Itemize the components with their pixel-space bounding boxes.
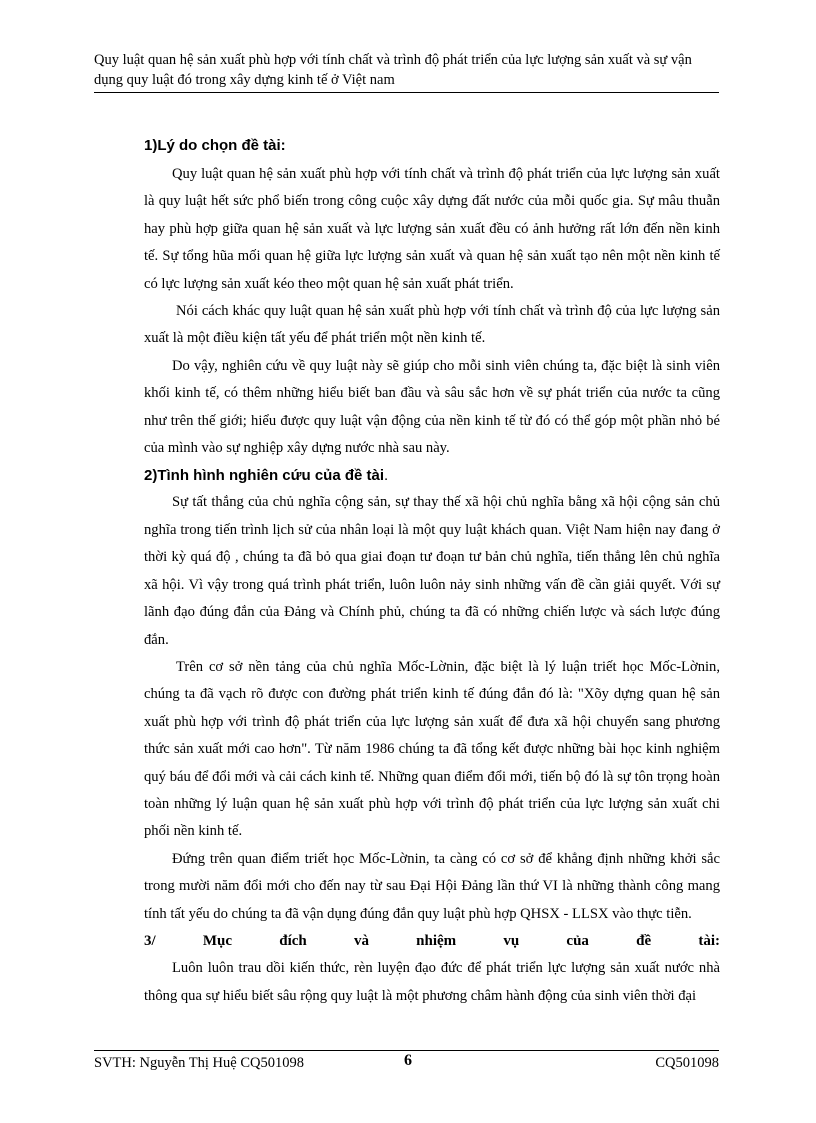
page-number: 6 [404, 1052, 412, 1069]
header-title: Quy luật quan hệ sản xuất phù hợp với tính chất và trình độ phát triển của lực lượng sản xuất và sự vận dụng quy luật đó trong xây dựng kinh tế ở Việt nam [94, 52, 692, 88]
paragraph: Nói cách khác quy luật quan hệ sản xuất phù hợp với tính chất và trình độ của lực lượng sản xuất là một điều kiện tất yếu để phát triển một nền kinh tế. [144, 303, 720, 347]
section-heading-2-period: . [384, 467, 389, 485]
paragraph: Đứng trên quan điểm triết học Mốc-Lờnin, ta càng có cơ sở để khẳng định những khởi sắc trong mười năm đổi mới cho đến nay từ sau Đại Hội Đảng lần thứ VI là những thành công mang tính tất yếu do chúng ta đã vận dụng đúng đắn quy luật phù hợp QHSX - LLSX vào thực tiễn. [144, 850, 720, 922]
footer-divider [94, 1050, 719, 1051]
section-heading-2-text: 2)Tình hình nghiên cứu của đề tài [144, 467, 385, 485]
paragraph: Trên cơ sở nền tảng của chủ nghĩa Mốc-Lờnin, đặc biệt là lý luận triết học Mốc-Lờnin, chúng ta đã vạch rõ được con đường phát triển kinh tế đúng đắn đó là: "Xõy dựng quan hệ sản xuất phù hợp với trình độ phát triển của lực lượng sản xuất để đưa xã hội chuyển sang phương thức sản xuất mới cao hơn". Từ năm 1986 chúng ta đã tổng kết được những bài học kinh nghiệm quý báu để đổi mới và cải cách kinh tế. Những quan điểm đổi mới, tiến bộ đó là sự tôn trọng hoàn toàn những lý luận quan hệ sản xuất phù hợp với trình độ phát triển của lực lượng sản xuất chi phối nền kinh tế. [144, 658, 720, 840]
section-heading-1: 1)Lý do chọn đề tài: [144, 137, 286, 154]
paragraph: Luôn luôn trau dồi kiến thức, rèn luyện đạo đức để phát triển lực lượng sản xuất nước nhà thông qua sự hiểu biết sâu rộng quy luật là một phương châm hành động của sinh viên thời đại [144, 960, 720, 1004]
footer-code: CQ501098 [655, 1055, 719, 1071]
document-body [144, 132, 720, 1010]
footer-author: SVTH: Nguyễn Thị Huệ CQ501098 [94, 1055, 304, 1071]
paragraph: Sự tất thắng của chủ nghĩa cộng sản, sự thay thế xã hội chủ nghĩa bằng xã hội cộng sản chủ nghĩa trong tiến trình lịch sử của nhân loại là một quy luật khách quan. Việt Nam hiện nay đang ở thời kỳ quá độ , chúng ta đã bỏ qua giai đoạn tư đoạn tư bản chủ nghĩa, tiến thẳng lên chủ nghĩa xã hội. Vì vậy trong quá trình phát triển, luôn luôn nảy sinh những vấn đề cần giải quyết. Với sự lãnh đạo đúng đắn của Đảng và Chính phủ, chúng ta đã có những chiến lược và sách lược đúng đắn. [144, 494, 720, 648]
paragraph: Do vậy, nghiên cứu về quy luật này sẽ giúp cho mỗi sinh viên chúng ta, đặc biệt là sinh viên khối kinh tế, có thêm những hiểu biết ban đầu và sâu sắc hơn về sự phát triển của nước ta cũng như trên thế giới; hiểu được quy luật vận động của nền kinh tế từ đó có thể góp một phần nhỏ bé của mình vào sự nghiệp xây dựng nước nhà sau này. [144, 357, 720, 457]
section-heading-2 [144, 462, 720, 489]
page-header [94, 50, 719, 90]
section-heading-3: 3/ Mục đích và nhiệm vụ của đề tài: [144, 932, 720, 949]
paragraph: Quy luật quan hệ sản xuất phù hợp với tính chất và trình độ phát triển của lực lượng sản xuất là quy luật hết sức phổ biến trong công cuộc xây dựng đất nước của mỗi quốc gia. Sự mâu thuẫn hay phù hợp giữa quan hệ sản xuất và lực lượng sản xuất đều có ảnh hưởng rất lớn đến nền kinh tế. Sự tổng hũa mối quan hệ giữa lực lượng sản xuất và quan hệ sản xuất tạo nên một nền kinh tế có lực lượng sản xuất kéo theo một quan hệ sản xuất phát triển. [144, 166, 720, 292]
header-divider [94, 92, 719, 93]
